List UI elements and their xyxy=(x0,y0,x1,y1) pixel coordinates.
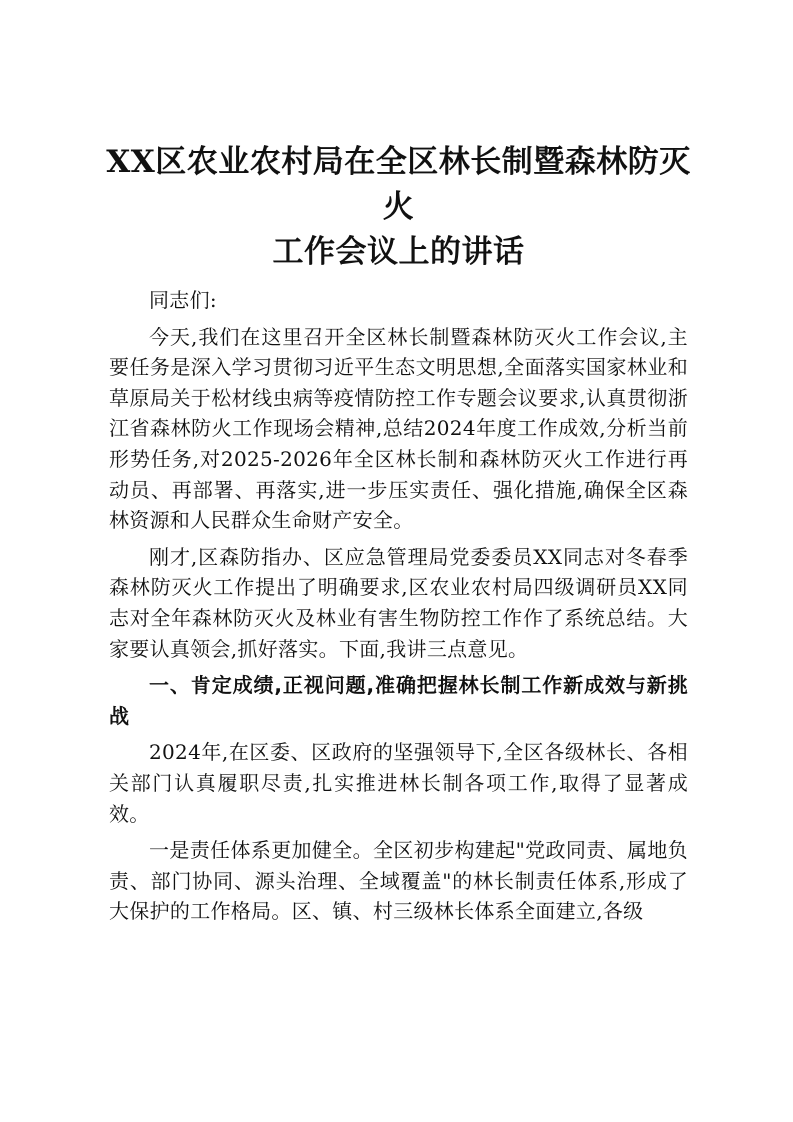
title-line-1: XX区农业农村局在全区林长制暨森林防灭火 xyxy=(106,144,691,225)
responsibility-paragraph: 一是责任体系更加健全。全区初步构建起"党政同责、属地负责、部门协同、源头治理、全域覆盖"的林长制责任体系,形成了大保护的工作格局。区、镇、村三级林长体系全面建立,各级 xyxy=(109,838,688,924)
context-paragraph: 刚才,区森防指办、区应急管理局党委委员XX同志对冬春季森林防灭火工作提出了明确要求,区农业农村局四级调研员XX同志对全年森林防灭火及林业有害生物防控工作作了系统总结。大家要认真领会,抓好落实。下面,我讲三点意见。 xyxy=(109,544,688,661)
greeting: 同志们: xyxy=(149,288,217,312)
title-line-2: 工作会议上的讲话 xyxy=(272,234,525,270)
document-title xyxy=(101,140,696,275)
section-heading: 一、肯定成绩,正视问题,准确把握林长制工作新成效与新挑战 xyxy=(109,673,688,728)
intro-paragraph: 今天,我们在这里召开全区林长制暨森林防灭火工作会议,主要任务是深入学习贯彻习近平生态文明思想,全面落实国家林业和草原局关于松材线虫病等疫情防控工作专题会议要求,认真贯彻浙江省森林防火工作现场会精神,总结2024年度工作成效,分析当前形势任务,对2025-2026年全区林长制和森林防灭火工作进行再动员、再部署、再落实,进一步压实责任、强化措施,确保全区森林资源和人民群众生命财产安全。 xyxy=(109,324,688,533)
achievement-paragraph: 2024年,在区委、区政府的坚强领导下,全区各级林长、各相关部门认真履职尽责,扎实推进林长制各项工作,取得了显著成效。 xyxy=(109,740,688,826)
